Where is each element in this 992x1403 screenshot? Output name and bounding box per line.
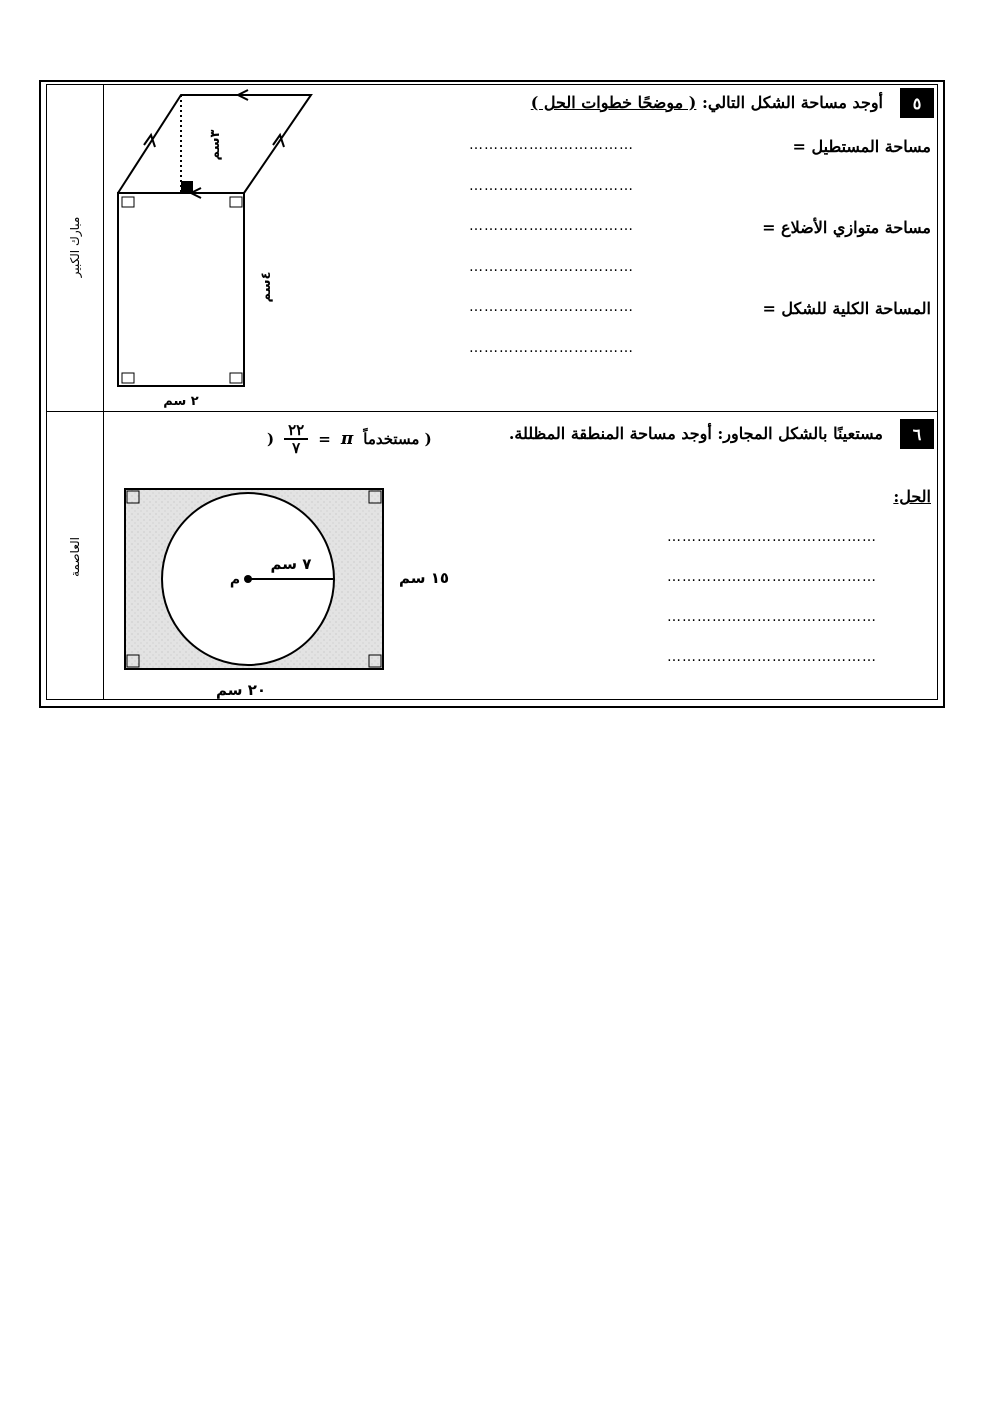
q6-answer-line-1[interactable]: …………………………………… [667, 529, 877, 545]
label-column-divider [103, 85, 104, 699]
pi-hint-close-paren: ) [267, 430, 275, 448]
pi-hint-prefix: ( مستخدماً [363, 430, 432, 448]
side-label-row1: مبارك الكبير [68, 216, 82, 278]
q6-answer-line-4[interactable]: …………………………………… [667, 649, 877, 665]
question-5-title [531, 93, 883, 112]
question-5-note: ( موضحًا خطوات الحل ) [530, 93, 697, 112]
solution-label: الحل: [893, 487, 931, 506]
right-angle-mark [122, 197, 134, 207]
worksheet-frame [39, 80, 945, 708]
right-angle-mark [230, 197, 242, 207]
q6-answer-line-2[interactable]: …………………………………… [667, 569, 877, 585]
q6-figure [119, 483, 469, 703]
pi-hint-equals: = [318, 430, 331, 448]
center-label: م [229, 572, 241, 588]
q5-line-rect-dots[interactable]: …………………………… [469, 137, 634, 153]
q5-line-6-dots[interactable]: …………………………… [469, 340, 634, 356]
pi-fraction-denominator: ٧ [292, 439, 301, 457]
q5-line-4-dots[interactable]: …………………………… [469, 259, 634, 275]
q5-line-total-label: المساحة الكلية للشكل = [762, 299, 931, 318]
rect-height-label: ١٥ سم [398, 569, 450, 587]
question-5-number: ٥ [900, 88, 934, 118]
q5-line-parallelogram-label: مساحة متوازي الأضلاع = [762, 218, 931, 237]
pi-hint [267, 415, 432, 463]
right-angle-mark [122, 373, 134, 383]
pi-symbol: π [340, 429, 354, 449]
q5-line-parallelogram-dots[interactable]: …………………………… [469, 218, 634, 234]
q5-height-label: ٣سم [208, 129, 223, 161]
side-label-row2: العاصمة [68, 537, 82, 577]
q5-figure [113, 87, 323, 409]
height-right-angle-mark [181, 181, 193, 192]
rect-width-label: ٢٠ سم [215, 681, 267, 699]
radius-label: ٧ سم [270, 555, 312, 573]
q5-line-rect-label: مساحة المستطيل = [792, 137, 931, 156]
q5-line-2-dots[interactable]: …………………………… [469, 178, 634, 194]
q5-line-total-dots[interactable]: …………………………… [469, 299, 634, 315]
pi-fraction-numerator: ٢٢ [284, 422, 308, 441]
question-6-number: ٦ [900, 419, 934, 449]
row-divider [47, 411, 937, 412]
q5-base-label: ٢ سم [163, 394, 199, 409]
worksheet-inner-frame [46, 84, 938, 700]
question-6-title: مستعينًا بالشكل المجاور: أوجد مساحة المنطقة المظللة. [508, 424, 883, 443]
question-5-title-text: أوجد مساحة الشكل التالي: [701, 93, 883, 112]
right-angle-mark [230, 373, 242, 383]
center-point [244, 575, 252, 583]
q5-side-label: ٤سم [259, 271, 274, 303]
pi-fraction [284, 422, 308, 457]
rectangle-shape [118, 193, 244, 386]
q6-answer-line-3[interactable]: …………………………………… [667, 609, 877, 625]
